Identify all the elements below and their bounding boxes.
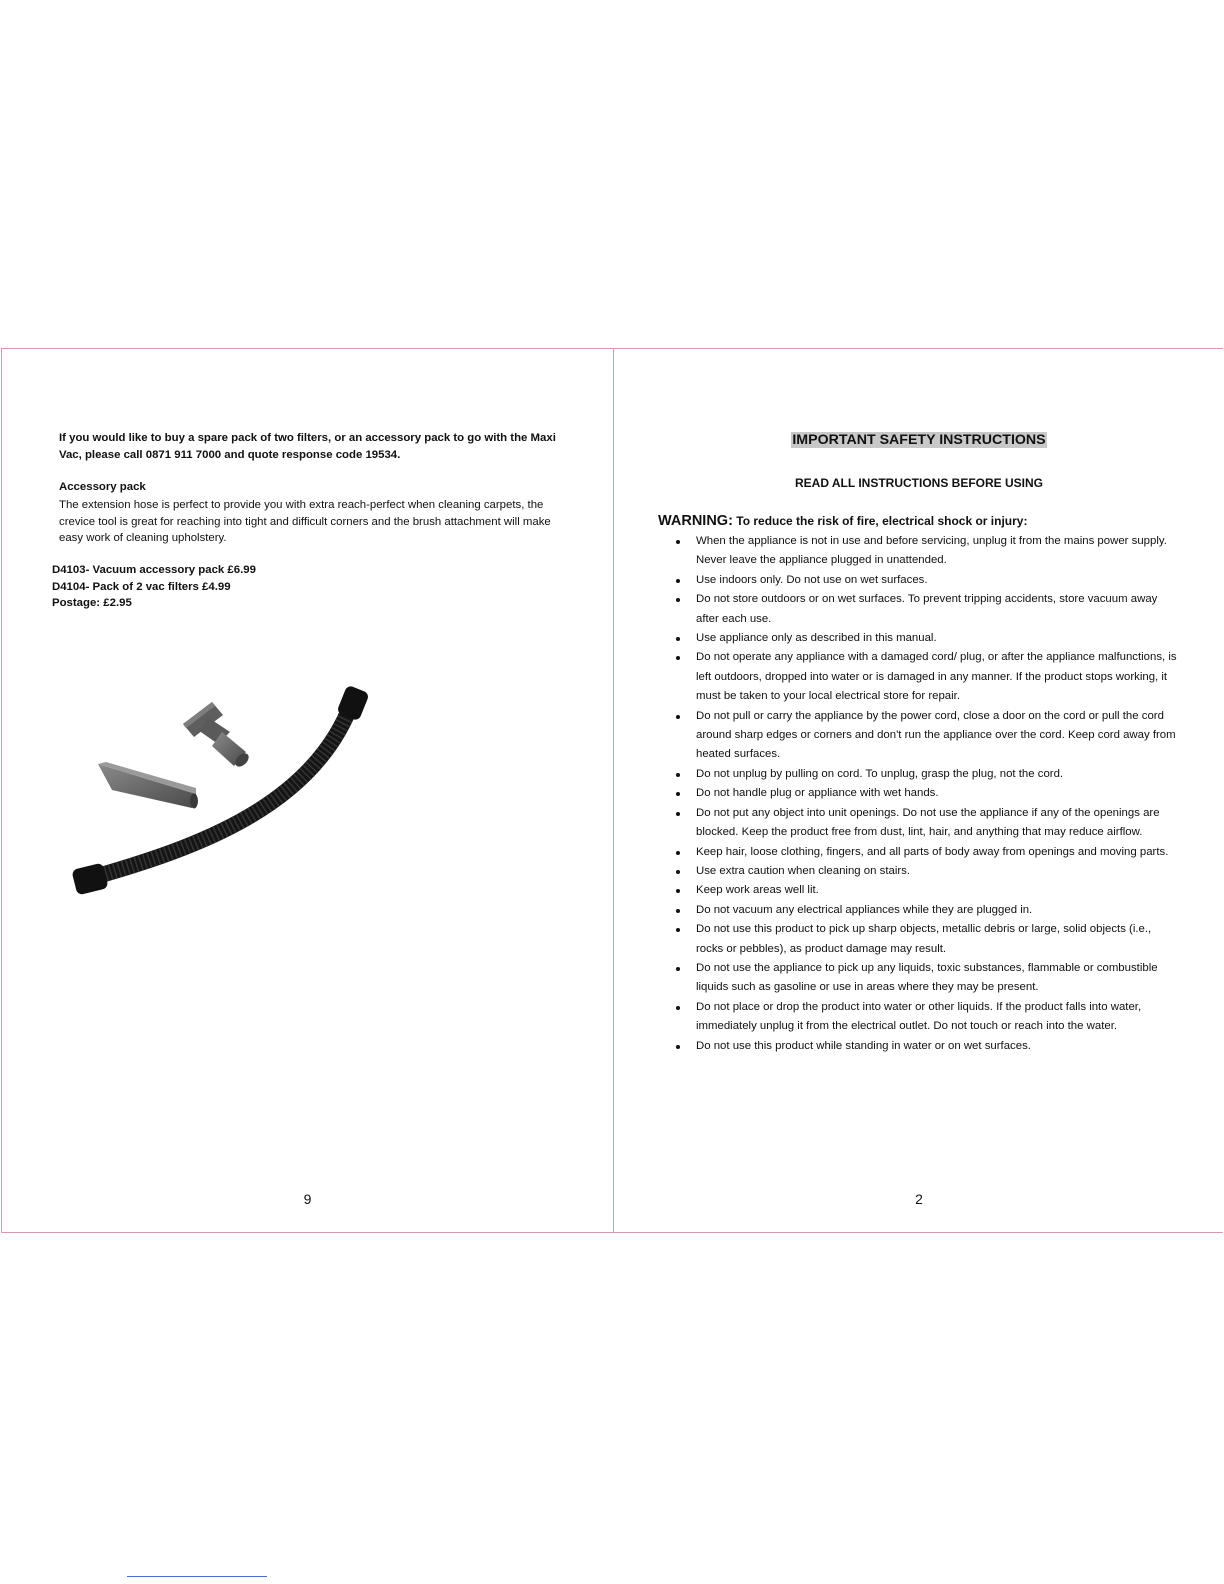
safety-rules-list <box>696 532 1178 1056</box>
safety-rule: Do not handle plug or appliance with wet hands. <box>696 784 1178 803</box>
safety-rule: Do not put any object into unit openings. Do not use the appliance if any of the openings are blocked. Keep the product free from dust, lint, hair, and anything that may reduce airflow. <box>696 804 1178 843</box>
price-item-postage: Postage: £2.95 <box>52 597 132 609</box>
safety-rule: Do not store outdoors or on wet surfaces. To prevent tripping accidents, store vacuum away after each use. <box>696 590 1178 629</box>
safety-rule: Do not place or drop the product into water or other liquids. If the product falls into water, immediately unplug it from the electrical outlet. Do not touch or reach into the water. <box>696 998 1178 1037</box>
accessory-pack-heading: Accessory pack <box>59 481 146 493</box>
booklet-spread <box>1 348 1223 1233</box>
safety-rule: Use appliance only as described in this manual. <box>696 629 1178 648</box>
safety-rule: Do not use this product while standing in water or on wet surfaces. <box>696 1037 1178 1056</box>
safety-title-highlight: IMPORTANT SAFETY INSTRUCTIONS <box>792 432 1046 448</box>
page-number: 9 <box>303 1191 312 1207</box>
warning-label: WARNING: <box>658 513 733 529</box>
safety-rule: Do not use this product to pick up sharp objects, metallic debris or large, solid objects (i.e., rocks or pebbles), as product damage may result. <box>696 920 1178 959</box>
safety-instructions-title <box>614 431 1224 449</box>
left-page <box>2 349 614 1232</box>
brush-tool <box>183 702 251 769</box>
right-page <box>614 349 1224 1232</box>
read-instructions-subtitle: READ ALL INSTRUCTIONS BEFORE USING <box>794 476 1043 490</box>
footnote-rule <box>127 1576 267 1577</box>
safety-rule: When the appliance is not in use and before servicing, unplug it from the mains power supply. Never leave the appliance plugged in unattended. <box>696 532 1178 571</box>
order-intro-text: If you would like to buy a spare pack of two filters, or an accessory pack to go with the Maxi Vac, please call 0871 911 7000 and quote response code 19534. <box>59 432 556 461</box>
warning-text: To reduce the risk of fire, electrical shock or injury: <box>736 514 1028 528</box>
price-list <box>52 562 256 612</box>
safety-rule: Do not operate any appliance with a damaged cord/ plug, or after the appliance malfunctions, is left outdoors, dropped into water or is damaged in any manner. If the product stops working, it must be taken to your local electrical store for repair. <box>696 648 1178 706</box>
safety-rule: Do not use the appliance to pick up any liquids, toxic substances, flammable or combustible liquids such as gasoline or use in areas where they may be present. <box>696 959 1178 998</box>
price-item-filters: D4104- Pack of 2 vac filters £4.99 <box>52 580 231 593</box>
page-number: 2 <box>915 1191 923 1207</box>
warning-statement <box>658 513 1027 529</box>
safety-rule: Do not vacuum any electrical appliances while they are plugged in. <box>696 901 1178 920</box>
safety-rule: Use indoors only. Do not use on wet surfaces. <box>696 571 1178 590</box>
accessory-pack-image <box>62 682 382 912</box>
accessory-pack-description: The extension hose is perfect to provide you with extra reach-perfect when cleaning carpets, the crevice tool is great for reaching into tight and difficult corners and the brush attachment will make easy work of cleaning upholstery. <box>59 499 551 544</box>
crevice-tool <box>98 762 198 809</box>
safety-rule: Use extra caution when cleaning on stairs. <box>696 862 1178 881</box>
safety-rule: Keep work areas well lit. <box>696 881 1178 900</box>
price-item-accessory-pack: D4103- Vacuum accessory pack £6.99 <box>52 564 256 576</box>
safety-rule: Keep hair, loose clothing, fingers, and all parts of body away from openings and moving parts. <box>696 843 1178 862</box>
safety-rule: Do not pull or carry the appliance by the power cord, close a door on the cord or pull the cord around sharp edges or corners and don't run the appliance over the cord. Keep cord away from heated surfaces. <box>696 707 1178 765</box>
safety-rule: Do not unplug by pulling on cord. To unplug, grasp the plug, not the cord. <box>696 765 1178 784</box>
